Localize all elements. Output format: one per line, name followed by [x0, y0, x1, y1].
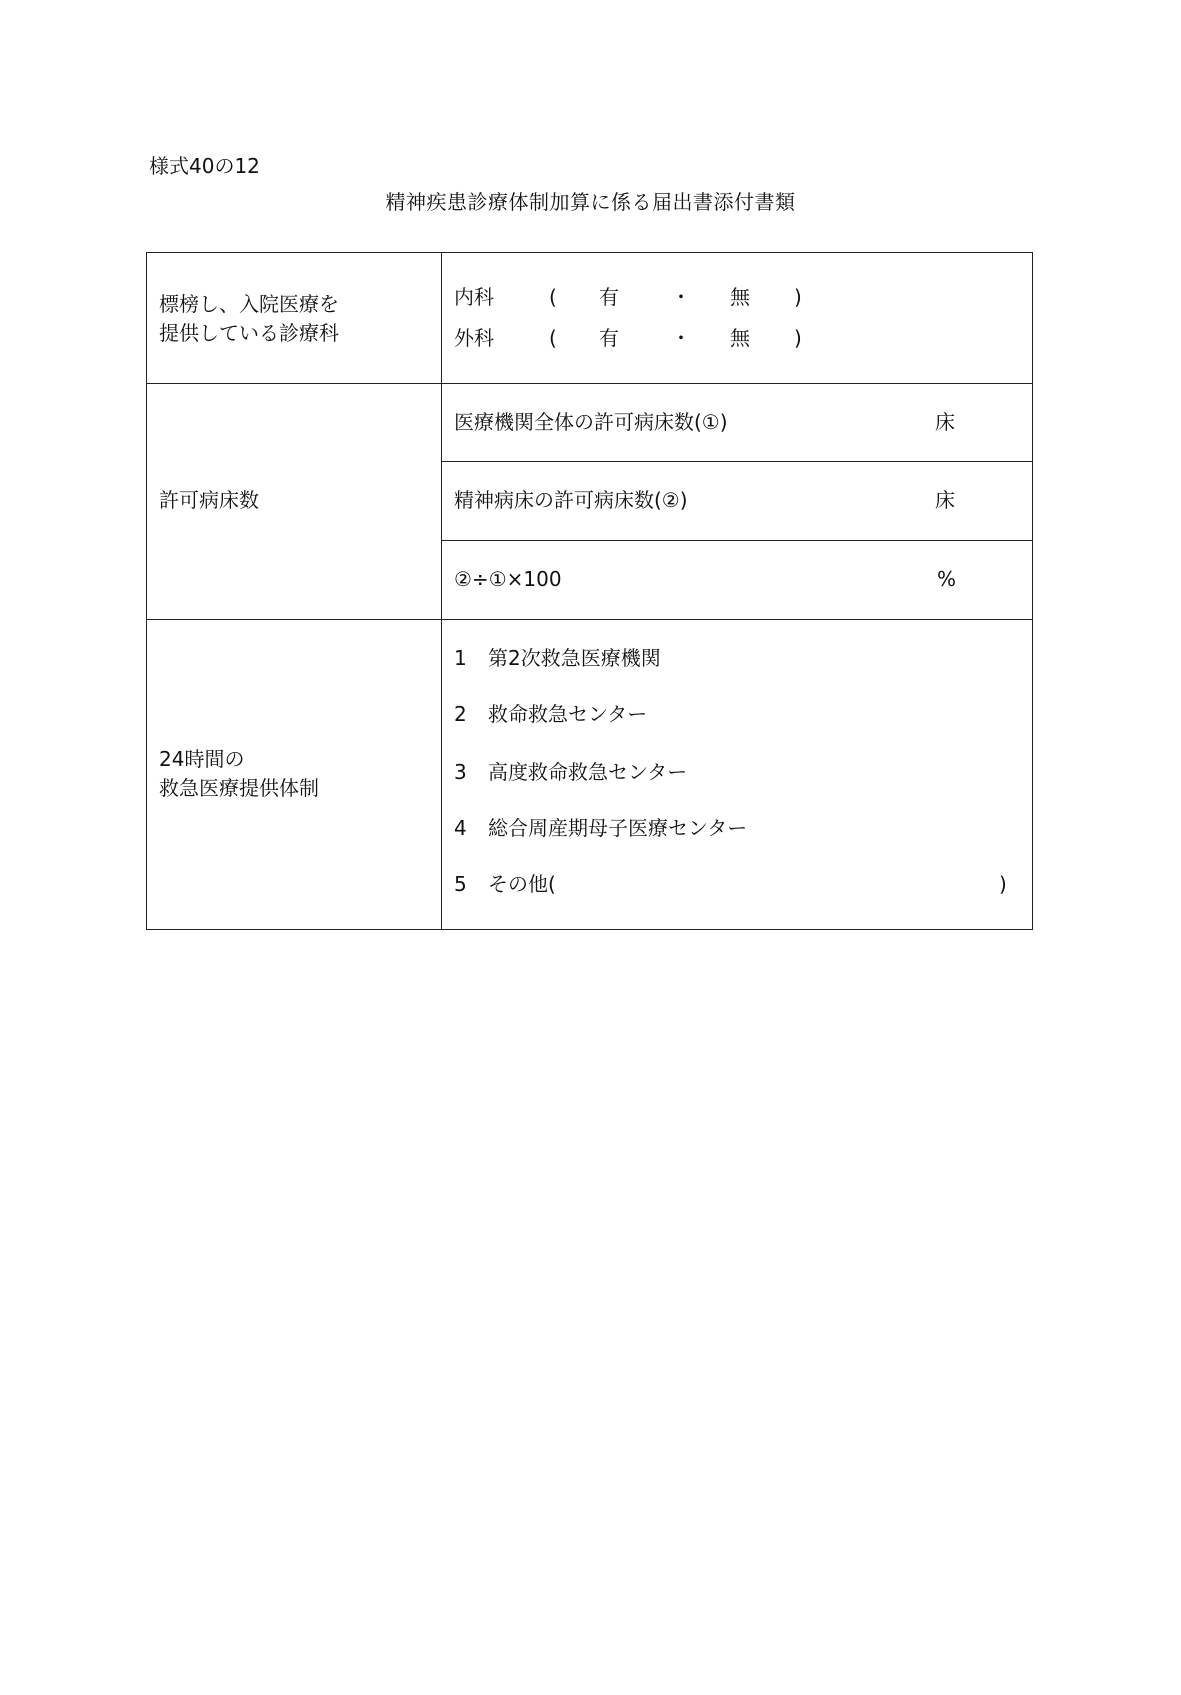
department-row-surgery: [454, 324, 1014, 352]
departments-label: [159, 290, 339, 348]
emergency-option: [454, 644, 1024, 672]
option-text: 救命救急センター: [488, 702, 648, 726]
departments-label-line2: 提供している診療科: [159, 321, 339, 345]
total-beds-row: [454, 408, 1014, 436]
emergency-label-line1: 24時間の: [159, 747, 245, 771]
option-number: 1: [454, 646, 467, 670]
form-number: 様式40の12: [149, 154, 260, 178]
option-number: 4: [454, 816, 467, 840]
option-number: 3: [454, 760, 467, 784]
total-beds-label: 医療機関全体の許可病床数(①): [454, 410, 728, 434]
row-divider: [441, 461, 1032, 462]
open-paren: (: [549, 285, 557, 309]
row-divider: [147, 383, 1032, 384]
option-text: 第2次救急医療機関: [488, 646, 661, 670]
option-number: 5: [454, 872, 467, 896]
psych-beds-unit: 床: [935, 488, 955, 512]
beds-label: 許可病床数: [159, 488, 259, 512]
yes-option: 有: [599, 285, 619, 309]
option-text: その他(: [488, 872, 556, 896]
option-text: 総合周産期母子医療センター: [488, 816, 748, 840]
no-option: 無: [730, 285, 750, 309]
departments-label-line1: 標榜し、入院医療を: [159, 292, 339, 316]
no-option: 無: [730, 326, 750, 350]
department-name: 内科: [454, 285, 494, 309]
separator-dot: ・: [671, 326, 691, 350]
department-name: 外科: [454, 326, 494, 350]
ratio-label: ②÷①×100: [454, 567, 562, 591]
emergency-option: [454, 758, 1024, 786]
psych-beds-label: 精神病床の許可病床数(②): [454, 488, 688, 512]
open-paren: (: [549, 326, 557, 350]
emergency-label: [159, 745, 319, 803]
column-divider: [441, 253, 442, 929]
row-divider: [441, 540, 1032, 541]
ratio-unit: %: [937, 567, 957, 591]
close-paren: ): [794, 285, 802, 309]
department-row-internal: [454, 283, 1014, 311]
emergency-option-other: [454, 870, 1024, 898]
total-beds-unit: 床: [935, 410, 955, 434]
form-table: [146, 252, 1033, 930]
close-paren: ): [999, 872, 1007, 896]
row-divider: [147, 619, 1032, 620]
separator-dot: ・: [671, 285, 691, 309]
close-paren: ): [794, 326, 802, 350]
emergency-label-line2: 救急医療提供体制: [159, 776, 319, 800]
yes-option: 有: [599, 326, 619, 350]
ratio-row: [454, 565, 1014, 593]
emergency-option: [454, 814, 1024, 842]
psych-beds-row: [454, 486, 1014, 514]
option-text: 高度救命救急センター: [488, 760, 688, 784]
option-number: 2: [454, 702, 467, 726]
document-title: 精神疾患診療体制加算に係る届出書添付書類: [385, 190, 796, 214]
emergency-option: [454, 700, 1024, 728]
